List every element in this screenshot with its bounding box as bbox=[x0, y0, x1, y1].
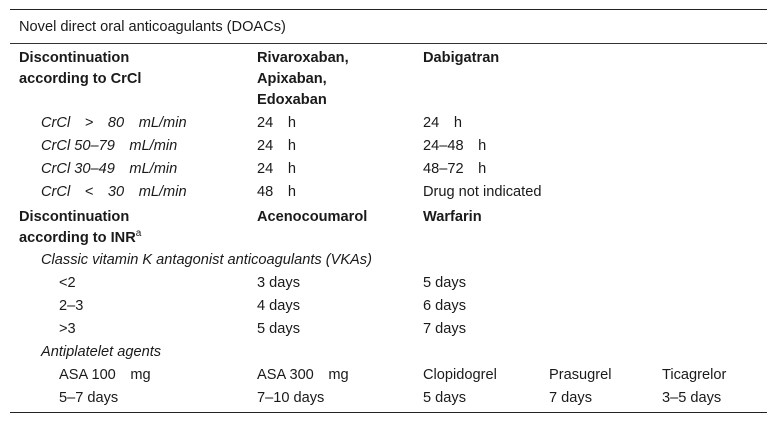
crcl-row-rivaroxaban: 24 h bbox=[257, 161, 296, 177]
header-dabigatran: Dabigatran bbox=[423, 50, 500, 66]
footnote-marker: a bbox=[135, 228, 142, 239]
crcl-row-rivaroxaban: 24 h bbox=[257, 138, 296, 154]
header-rivaroxaban-apixaban-edoxaban: Rivaroxaban, Apixaban, Edoxaban bbox=[257, 50, 349, 108]
crcl-row-label: CrCl 30–49 mL/min bbox=[41, 161, 178, 177]
crcl-row-label: CrCl 50–79 mL/min bbox=[41, 138, 178, 154]
antiplatelet-section-label: Antiplatelet agents bbox=[41, 344, 162, 360]
warfarin-days: 7 days bbox=[423, 321, 466, 337]
crcl-row-rivaroxaban: 48 h bbox=[257, 184, 296, 200]
inr-value: >3 bbox=[59, 321, 76, 337]
header-discontinuation-inr: Discontinuation according to INR$^a$ bbox=[19, 209, 142, 246]
antiplatelet-time: 7–10 days bbox=[257, 390, 325, 406]
acenocoumarol-days: 4 days bbox=[257, 298, 300, 314]
crcl-row-label: CrCl < 30 mL/min bbox=[41, 184, 187, 200]
vka-section-label: Classic vitamin K antagonist anticoagulants (VKAs) bbox=[41, 252, 372, 268]
crcl-row-dabigatran: 48–72 h bbox=[423, 161, 487, 177]
crcl-row-dabigatran: 24 h bbox=[423, 115, 462, 131]
antiplatelet-name: Prasugrel bbox=[549, 367, 612, 383]
antiplatelet-name: Clopidogrel bbox=[423, 367, 497, 383]
antiplatelet-name: Ticagrelor bbox=[662, 367, 727, 383]
caption-divider bbox=[10, 43, 767, 44]
antiplatelet-time: 5–7 days bbox=[59, 390, 119, 406]
table-caption: Novel direct oral anticoagulants (DOACs) bbox=[19, 19, 286, 35]
inr-value: <2 bbox=[59, 275, 76, 291]
acenocoumarol-days: 3 days bbox=[257, 275, 300, 291]
acenocoumarol-days: 5 days bbox=[257, 321, 300, 337]
inr-value: 2–3 bbox=[59, 298, 84, 314]
crcl-row-label: CrCl > 80 mL/min bbox=[41, 115, 187, 131]
crcl-row-dabigatran: Drug not indicated bbox=[423, 184, 542, 200]
anticoagulant-discontinuation-table bbox=[10, 9, 767, 413]
warfarin-days: 5 days bbox=[423, 275, 466, 291]
crcl-row-dabigatran: 24–48 h bbox=[423, 138, 487, 154]
header-acenocoumarol: Acenocoumarol bbox=[257, 209, 368, 225]
header-discontinuation-crcl: Discontinuation according to CrCl bbox=[19, 50, 142, 87]
antiplatelet-time: 5 days bbox=[423, 390, 466, 406]
crcl-row-rivaroxaban: 24 h bbox=[257, 115, 296, 131]
header-warfarin: Warfarin bbox=[423, 209, 482, 225]
antiplatelet-time: 3–5 days bbox=[662, 390, 722, 406]
antiplatelet-time: 7 days bbox=[549, 390, 592, 406]
antiplatelet-name: ASA 100 mg bbox=[59, 367, 151, 383]
warfarin-days: 6 days bbox=[423, 298, 466, 314]
antiplatelet-name: ASA 300 mg bbox=[257, 367, 349, 383]
